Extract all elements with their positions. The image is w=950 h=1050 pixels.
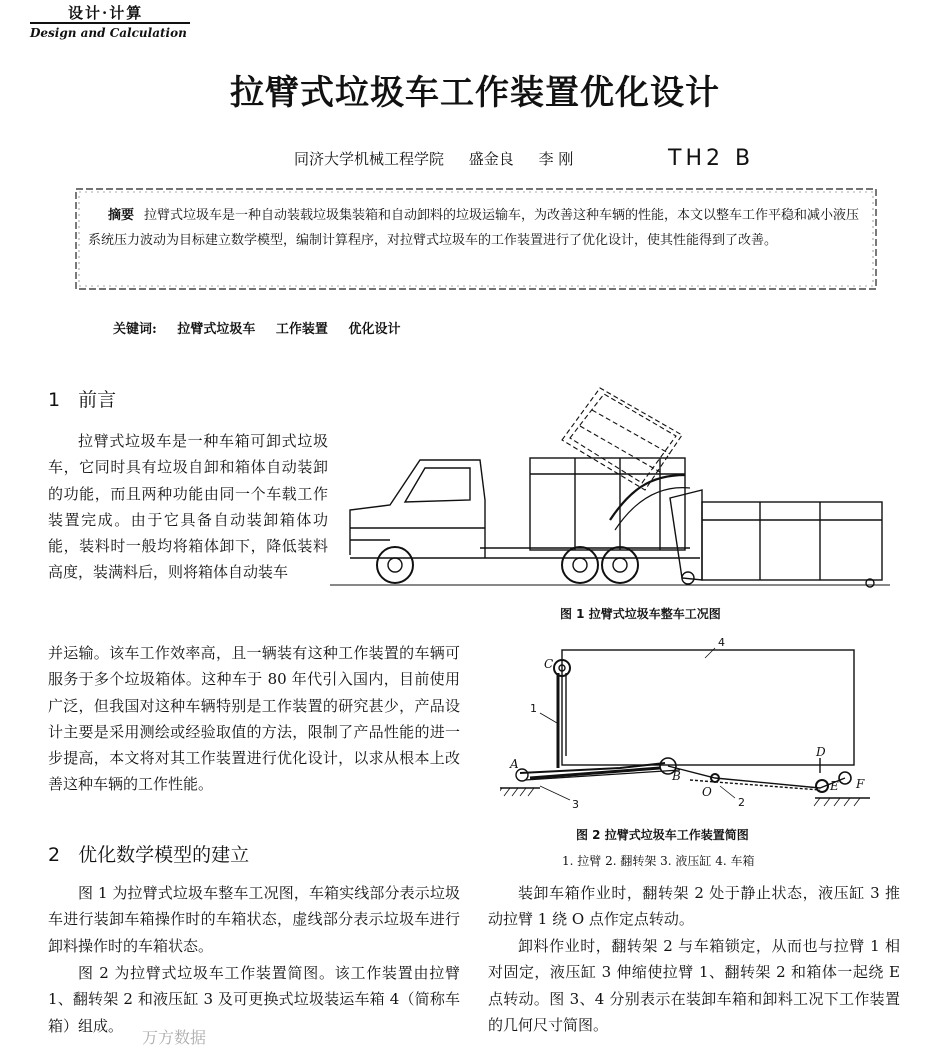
abstract-body [88, 203, 868, 253]
label-n2: 2 [738, 796, 745, 809]
abstract-label: 摘要 [108, 208, 135, 223]
author-2: 李 刚 [538, 150, 574, 168]
section-2-number: 2 [48, 844, 61, 866]
section-2-heading [48, 840, 249, 867]
affiliation: 同济大学机械工程学院 [294, 150, 445, 168]
keyword-1: 拉臂式垃圾车 [177, 322, 256, 337]
author-line [294, 148, 593, 169]
keyword-2: 工作装置 [275, 322, 328, 337]
journal-section-cn: 设计·计算 [68, 4, 144, 22]
label-n4: 4 [718, 636, 725, 649]
author-1: 盛金良 [468, 150, 514, 168]
figure-1-caption: 图 1 拉臂式垃圾车整车工况图 [560, 607, 721, 621]
label-n3: 3 [572, 798, 579, 811]
label-n1: 1 [530, 702, 537, 715]
label-b: B [672, 769, 681, 783]
label-c: C [544, 657, 554, 671]
abstract-text: 拉臂式垃圾车是一种自动装载垃圾集装箱和自动卸料的垃圾运输车，为改善这种车辆的性能，本文以整车工作平稳和减小液压系统压力波动为目标建立数学模型，编制计算程序，对拉臂式垃圾车的工作装置进行了优化设计，使其性能得到了改善。 [88, 208, 860, 248]
section-1-para-full: 并运输。该车工作效率高，且一辆装有这种工作装置的车辆可服务于多个垃圾箱体。这种车于 80 年代引入国内，目前使用广泛，但我国对这种车辆特别是工作装置的研究甚少，产品设计主要是采用测绘或经验取值的方法，限制了产品性能的进一步提高，本文将对其工作装置进行优化设计，以求从根本上改善这种车辆的工作性能。 [48, 644, 460, 794]
section-2-para-1: 图 1 为拉臂式垃圾车整车工况图，车箱实线部分表示垃圾车进行装卸车箱操作时的车箱状态，虚线部分表示垃圾车进行卸料操作时的车箱状态。 [48, 884, 460, 955]
label-e: E [830, 779, 839, 793]
section-2-title: 优化数学模型的建立 [78, 844, 250, 866]
handwritten-note: TH2 B [668, 146, 755, 171]
right-col-para-1: 装卸车箱作业时，翻转架 2 处于静止状态，液压缸 3 推动拉臂 1 绕 O 点作定点转动。 [488, 884, 900, 929]
label-f: F [856, 777, 865, 791]
section-1-number: 1 [48, 389, 61, 411]
paper-title: 拉臂式垃圾车工作装置优化设计 [230, 73, 720, 113]
figure-1-truck-drawing [330, 380, 890, 590]
figure-2-legend: 1. 拉臂 2. 翻转架 3. 液压缸 4. 车箱 [562, 854, 755, 868]
right-col-para-2: 卸料作业时，翻转架 2 与车箱锁定，从而也与拉臂 1 相对固定，液压缸 3 伸缩使拉臂 1、翻转架 2 和箱体一起绕 E 点转动。图 3、4 分别表示在装卸车箱和卸料工况下工作装置的几何尺寸简图。 [488, 937, 900, 1034]
journal-section-en: Design and Calculation [30, 26, 187, 40]
keywords-label: 关键词: [113, 322, 157, 337]
section-2-para-2: 图 2 为拉臂式垃圾车工作装置简图。该工作装置由拉臂 1、翻转架 2 和液压缸 3 及可更换式垃圾装运车箱 4（简称车箱）组成。 [48, 964, 460, 1035]
keywords [113, 318, 416, 337]
section-1-title: 前言 [78, 389, 117, 411]
section-1-para-wrap: 拉臂式垃圾车是一种车箱可卸式垃圾车，它同时具有垃圾自卸和箱体自动装卸的功能，而且两种功能由同一个车载工作装置完成。由于它具备自动装卸箱体功能，装料时一般均将箱体卸下，降低装料高度，装满料后，则将箱体自动装车 [48, 432, 328, 582]
label-d: D [816, 745, 826, 759]
abstract-box [72, 185, 880, 293]
keyword-3: 优化设计 [348, 322, 401, 337]
label-a: A [510, 757, 519, 771]
label-o: O [702, 785, 712, 799]
watermark: 万方数据 [142, 1028, 207, 1047]
header-rule [30, 22, 190, 24]
section-1-heading [48, 385, 116, 412]
figure-2-schematic [500, 628, 880, 818]
figure-2-caption: 图 2 拉臂式垃圾车工作装置简图 [576, 828, 749, 842]
